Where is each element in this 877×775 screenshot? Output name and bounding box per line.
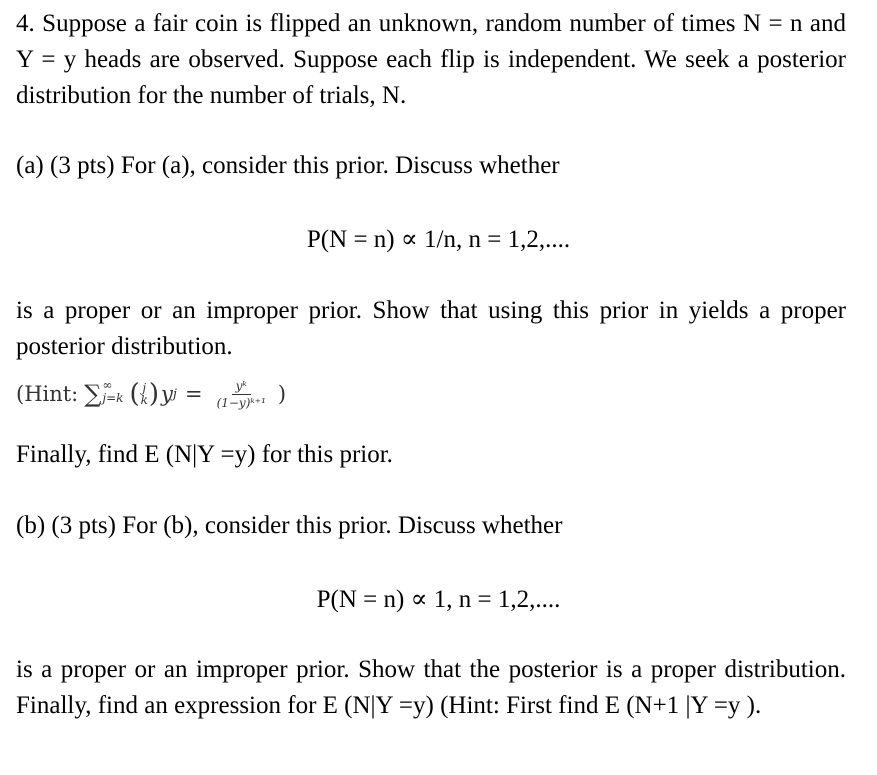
part-a-lead: (a) (3 pts) For (a), consider this prior. Discuss whether [16,152,560,179]
hint-binomial: ( j k ) [129,379,160,409]
fraction-numerator: yᵏ [232,379,251,395]
hint-close: ) [277,382,287,406]
hint-exponent-j: j [172,386,177,402]
part-a-body: is a proper or an improper prior. Show that using this prior in yields a proper posterior distribution. [16,297,846,360]
part-b-body: is a proper or an improper prior. Show that the posterior is a proper distribution. Finally, find an expression for E (N|Y =y) (Hint: First find E (N+1 |Y =y ). [16,656,846,719]
hint-fraction [217,379,266,410]
part-a-prior-formula: P(N = n) ∝ 1/n, n = 1,2,.... [306,226,571,253]
question-intro: 4. Suppose a fair coin is flipped an unknown, random number of times N = n and Y = y heads are observed. Suppose each flip is independent. We seek a posterior distribution for the number of trials, N. [16,10,846,109]
sum-lower-limit: j=k [102,391,124,405]
sum-limits [102,378,124,405]
sum-symbol: ∑ [84,380,102,408]
part-a-final: Finally, find E (N|Y =y) for this prior. [16,441,393,468]
hint-sum [84,380,123,408]
sum-upper-limit: ∞ [102,378,113,392]
part-b-lead: (b) (3 pts) For (b), consider this prior. Discuss whether [16,512,563,539]
hint-open: (Hint: [16,382,79,406]
hint-y: y [161,382,173,406]
part-b-prior-formula: P(N = n) ∝ 1, n = 1,2,.... [316,586,561,613]
fraction-denominator: (1−y)ᵏ⁺¹ [216,395,266,410]
binom-top: j [142,381,147,395]
hint-equals: = [184,382,203,406]
binom-bottom: k [140,393,148,407]
part-a-hint [16,372,286,416]
